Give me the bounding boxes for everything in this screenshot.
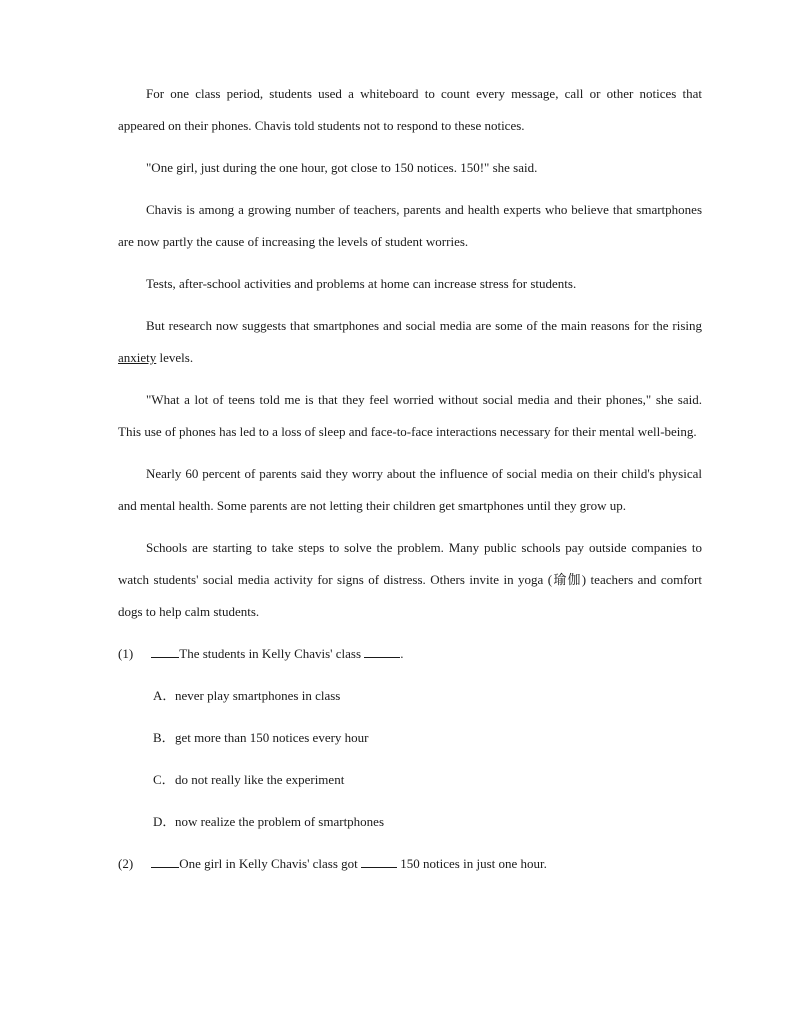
option-text: never play smartphones in class [175, 688, 341, 703]
question-stem-end: 150 notices in just one hour. [400, 856, 547, 871]
paragraph-8: Schools are starting to take steps to solve the problem. Many public schools pay outside companies to watch students' social media activity for signs of distress. Others invite in yoga (瑜伽) teachers and comfort dogs to help calm students. [118, 540, 702, 619]
question-1 [118, 638, 702, 670]
fill-in-blank[interactable] [364, 643, 400, 658]
question-stem: One girl in Kelly Chavis' class got [179, 856, 358, 871]
paragraph-6: "What a lot of teens told me is that they feel worried without social media and their phones," she said. This use of phones has led to a loss of sleep and face-to-face interactions necessary for their mental well-being. [118, 392, 702, 439]
option-b[interactable] [153, 722, 702, 754]
paragraph-7: Nearly 60 percent of parents said they worry about the influence of social media on their child's physical and mental health. Some parents are not letting their children get smartphones until they grow up. [118, 466, 702, 513]
option-text: do not really like the experiment [175, 772, 345, 787]
question-2 [118, 848, 702, 880]
option-letter: D． [153, 814, 176, 829]
option-text: get more than 150 notices every hour [175, 730, 369, 745]
option-text: now realize the problem of smartphones [175, 814, 385, 829]
underlined-word-anxiety: anxiety [118, 350, 157, 365]
option-letter: C． [153, 772, 175, 787]
option-d[interactable] [153, 806, 702, 838]
fill-in-blank[interactable] [361, 853, 397, 868]
answer-blank[interactable] [151, 643, 179, 658]
paragraph-1: For one class period, students used a whiteboard to count every message, call or other notices that appeared on their phones. Chavis told students not to respond to these notices. [118, 86, 702, 133]
paragraph-4: Tests, after-school activities and problems at home can increase stress for students. [146, 276, 577, 291]
answer-blank[interactable] [151, 853, 179, 868]
paragraph-3: Chavis is among a growing number of teachers, parents and health experts who believe that smartphones are now partly the cause of increasing the levels of student worries. [118, 202, 702, 249]
question-number: (2) [118, 856, 134, 871]
paragraph-2: "One girl, just during the one hour, got close to 150 notices. 150!" she said. [146, 160, 538, 175]
option-a[interactable] [153, 680, 702, 712]
paragraph-5-text: But research now suggests that smartphones and social media are some of the main reasons for the rising [146, 318, 702, 333]
question-end-mark: . [400, 646, 404, 661]
paragraph-5-end: levels. [156, 350, 194, 365]
paragraph-5 [118, 310, 702, 374]
option-letter: A． [153, 688, 176, 703]
option-c[interactable] [153, 764, 702, 796]
option-letter: B． [153, 730, 175, 745]
question-stem: The students in Kelly Chavis' class [179, 646, 362, 661]
document-page [118, 78, 702, 890]
question-number: (1) [118, 646, 134, 661]
